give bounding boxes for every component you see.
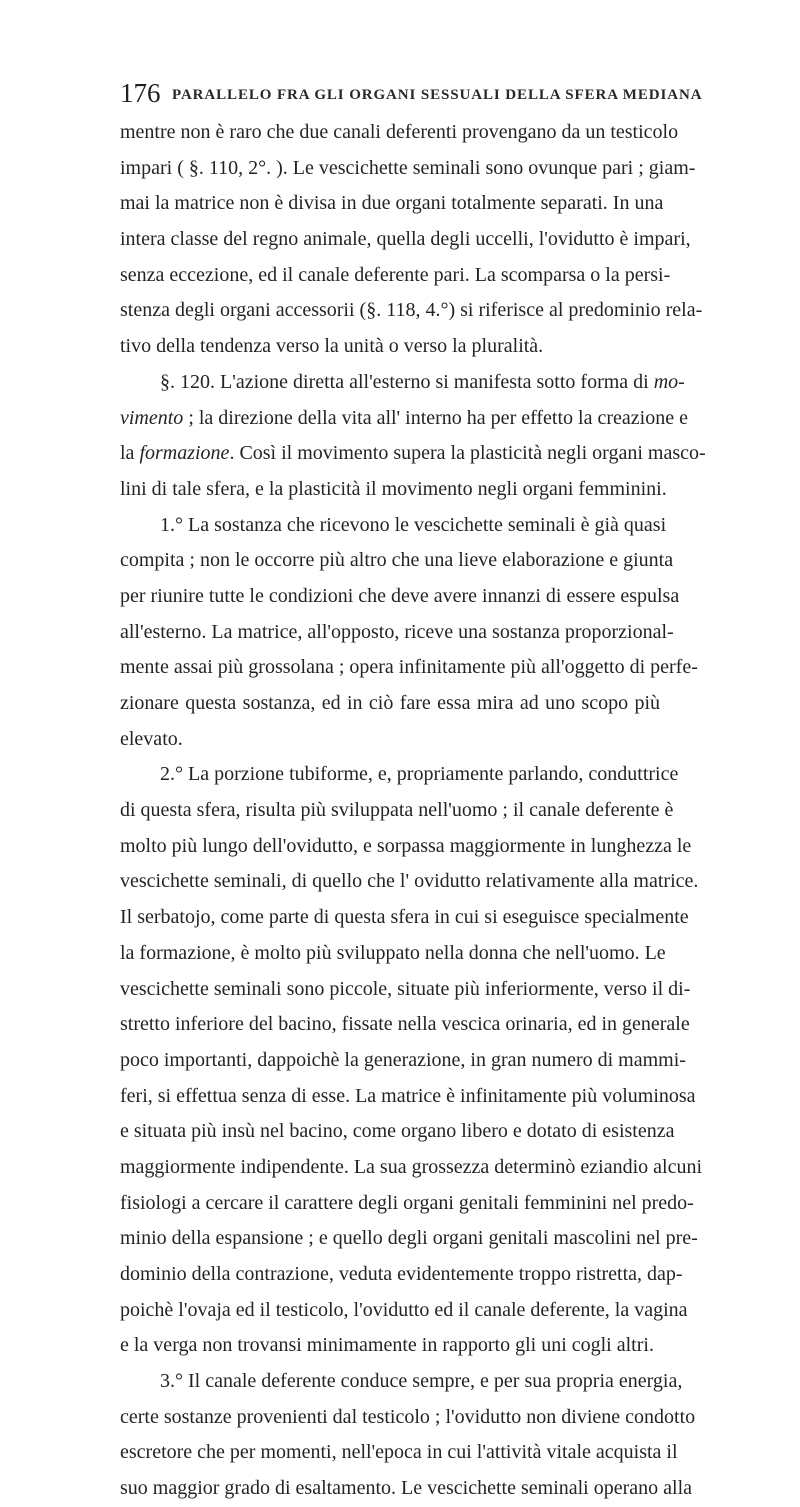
paragraph-start-line: 2.° La porzione tubiforme, e, propriamente parlando, conduttrice — [160, 763, 679, 786]
text-line: e la verga non trovansi minimamente in rapporto gli uni cogli altri. — [120, 1334, 654, 1357]
text-line: poco importanti, dappoichè la generazione, in gran numero di mammi- — [120, 1048, 686, 1071]
text-line: suo maggior grado di esaltamento. Le vescichette seminali operano alla — [120, 1477, 693, 1500]
text-line: escretore che per momenti, nell'epoca in cui l'attività vitale acquista il — [120, 1441, 678, 1464]
text-line: lini di tale sfera, e la plasticità il movimento negli organi femminini. — [120, 477, 667, 500]
text-line: minio della espansione ; e quello degli organi genitali mascolini nel pre- — [120, 1227, 698, 1250]
running-title: PARALLELO FRA GLI ORGANI SESSUALI DELLA SFERA MEDIANA — [172, 87, 703, 103]
text-line: certe sostanze provenienti dal testicolo ; l'ovidutto non diviene condotto — [120, 1405, 696, 1428]
text-line: di questa sfera, risulta più sviluppata nell'uomo ; il canale deferente è — [120, 799, 674, 822]
text-line: poichè l'ovaja ed il testicolo, l'ovidutto ed il canale deferente, la vagina — [120, 1298, 688, 1321]
body-text — [120, 115, 706, 1507]
page-number: 176 — [120, 78, 161, 108]
text-line: la formazione, è molto più sviluppato nella donna che nell'uomo. Le — [120, 941, 666, 964]
text-line: mentre non è raro che due canali deferenti provengano da un testicolo — [120, 121, 679, 143]
text-line: dominio della contrazione, veduta evidentemente troppo ristretta, dap- — [120, 1263, 683, 1285]
text-line: e situata più insù nel bacino, come organo libero e dotato di esistenza — [120, 1120, 675, 1143]
paragraph-start-line: 1.° La sostanza che ricevono le vescichette seminali è già quasi — [160, 513, 667, 536]
emphasis: mo- — [653, 370, 685, 393]
text-line: vimento ; la direzione della vita all' interno ha per effetto la creazione e — [120, 406, 688, 429]
text-line: mente assai più grossolana ; opera infinitamente più all'oggetto di perfe- — [120, 656, 698, 679]
text-line: stenza degli organi accessorii (§. 118, 4.°) si riferisce al predominio rela- — [120, 299, 703, 322]
text-line: stretto inferiore del bacino, fissate nella vescica orinaria, ed in generale — [120, 1013, 690, 1036]
text-line: molto più lungo dell'ovidutto, e sorpassa maggiormente in lunghezza le — [120, 834, 692, 857]
text-line: tivo della tendenza verso la unità o verso la pluralità. — [120, 335, 544, 358]
text-line: Il serbatojo, come parte di questa sfera in cui si eseguisce specialmente — [120, 906, 689, 929]
text-line: all'esterno. La matrice, all'opposto, riceve una sostanza proporzional- — [120, 620, 674, 643]
text-line: compita ; non le occorre più altro che una lieve elaborazione e giunta — [120, 549, 674, 572]
text-line: fisiologi a cercare il carattere degli organi genitali femminini nel predo- — [120, 1191, 694, 1214]
text-line: intera classe del regno animale, quella degli uccelli, l'ovidutto è impari, — [120, 228, 691, 251]
text-line: senza eccezione, ed il canale deferente pari. La scomparsa o la persi- — [120, 263, 671, 286]
text-line: maggiormente indipendente. La sua grossezza determinò eziandio alcuni — [120, 1155, 703, 1178]
text-line: vescichette seminali sono piccole, situate più inferiormente, verso il di- — [120, 977, 691, 1000]
text-line: feri, si effettua senza di esse. La matrice è infinitamente più voluminosa — [120, 1084, 696, 1107]
paragraph-start-line: 3.° Il canale deferente conduce sempre, e per sua propria energia, — [160, 1370, 683, 1393]
text-line: mai la matrice non è divisa in due organi totalmente separati. In una — [120, 192, 664, 215]
text-line: per riunire tutte le condizioni che deve avere innanzi di essere espulsa — [120, 584, 680, 607]
running-head — [120, 76, 703, 110]
text-line: la formazione. Così il movimento supera la plasticità negli organi masco- — [120, 442, 706, 465]
text-line: vescichette seminali, di quello che l' ovidutto relativamente alla matrice. — [120, 870, 699, 893]
text-line: elevato. — [120, 727, 183, 750]
text-line: zionare questa sostanza, ed in ciò fare essa mira ad uno scopo più — [120, 692, 660, 714]
text-line: impari ( §. 110, 2°. ). Le vescichette seminali sono ovunque pari ; giam- — [120, 156, 696, 179]
emphasis: formazione — [139, 442, 230, 465]
section-heading-line: §. 120. L'azione diretta all'esterno si manifesta sotto forma di mo- — [160, 370, 685, 393]
emphasis: vimento — [120, 406, 184, 429]
